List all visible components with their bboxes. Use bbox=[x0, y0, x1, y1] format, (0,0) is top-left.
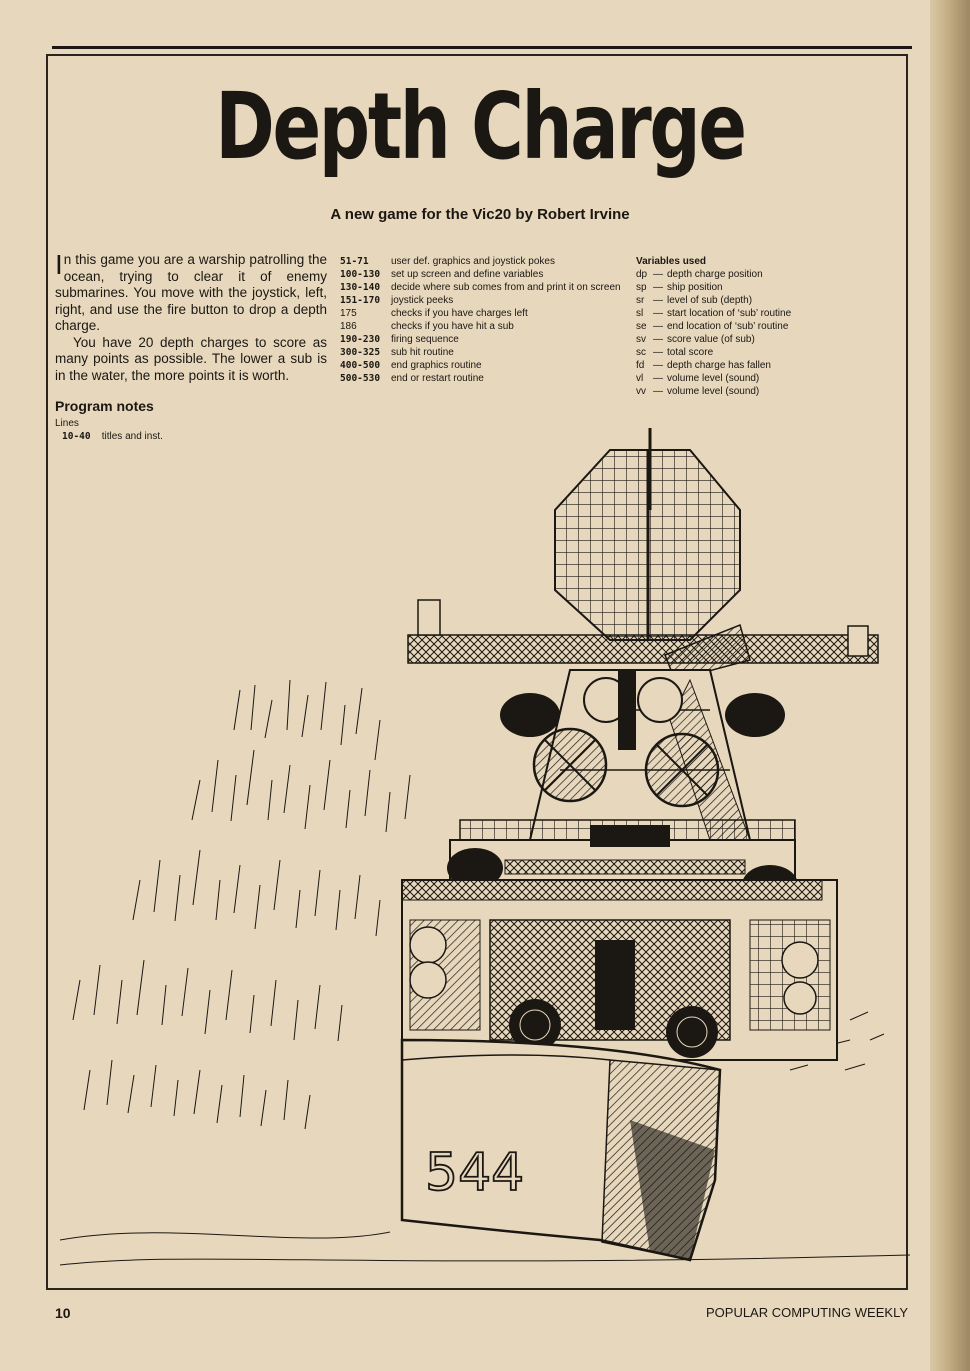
program-notes-list bbox=[340, 255, 630, 385]
program-note-row: 130-140 decide where sub comes from and print it on screen bbox=[340, 282, 621, 293]
program-note-row: 500-530 end or restart routine bbox=[340, 373, 484, 384]
variable-row: se — end location of ‘sub’ routine bbox=[636, 321, 789, 332]
sea-surface bbox=[60, 1232, 910, 1265]
intro-text bbox=[55, 249, 327, 384]
program-note-row: 190-230 firing sequence bbox=[340, 334, 459, 345]
variable-row: fd — depth charge has fallen bbox=[636, 360, 771, 371]
top-rule bbox=[52, 46, 912, 49]
yard-arm bbox=[408, 635, 878, 663]
program-note-row: 100-130 set up screen and define variables bbox=[340, 269, 544, 280]
program-note-row: 186 checks if you have hit a sub bbox=[340, 321, 514, 332]
program-notes-heading: Program notes bbox=[55, 398, 154, 414]
program-note-row: 51-71 user def. graphics and joystick pokes bbox=[340, 256, 555, 267]
variable-row: sp — ship position bbox=[636, 282, 723, 293]
page-number: 10 bbox=[55, 1305, 71, 1321]
intro-paragraph-1: In this game you are a warship patrolling the ocean, trying to clear it of enemy submarines. You move with the joystick, left, right, and use the fire button to drop a depth charge. bbox=[55, 249, 327, 333]
variable-row: sv — score value (of sub) bbox=[636, 334, 755, 345]
program-note-row: 300-325 sub hit routine bbox=[340, 347, 454, 358]
program-note-row: 175 checks if you have charges left bbox=[340, 308, 528, 319]
lines-label: Lines bbox=[55, 418, 79, 429]
variables-list bbox=[636, 255, 886, 398]
warship-illustration bbox=[50, 420, 910, 1286]
drop-cap: I bbox=[55, 249, 63, 280]
variable-row: sc — total score bbox=[636, 347, 714, 358]
spray-left bbox=[73, 680, 410, 1129]
article-title: Depth Charge bbox=[215, 73, 745, 180]
intro-paragraph-2: You have 20 depth charges to score as many points as possible. The lower a sub is in the water, the more points it is worth. bbox=[55, 334, 327, 383]
hull-number: 544 bbox=[425, 1143, 525, 1203]
variable-row: dp — depth charge position bbox=[636, 269, 763, 280]
program-note-row: 400-500 end graphics routine bbox=[340, 360, 482, 371]
variable-row: sl — start location of ‘sub’ routine bbox=[636, 308, 792, 319]
program-note-row: 10-40 titles and inst. bbox=[62, 431, 163, 442]
variable-row: vv — volume level (sound) bbox=[636, 386, 760, 397]
article-subtitle: A new game for the Vic20 by Robert Irvine bbox=[330, 206, 630, 223]
variable-row: vl — volume level (sound) bbox=[636, 373, 760, 384]
program-note-row: 151-170 joystick peeks bbox=[340, 295, 454, 306]
magazine-name: POPULAR COMPUTING WEEKLY bbox=[705, 1305, 908, 1320]
variable-row: sr — level of sub (depth) bbox=[636, 295, 753, 306]
variables-heading: Variables used bbox=[636, 256, 707, 267]
